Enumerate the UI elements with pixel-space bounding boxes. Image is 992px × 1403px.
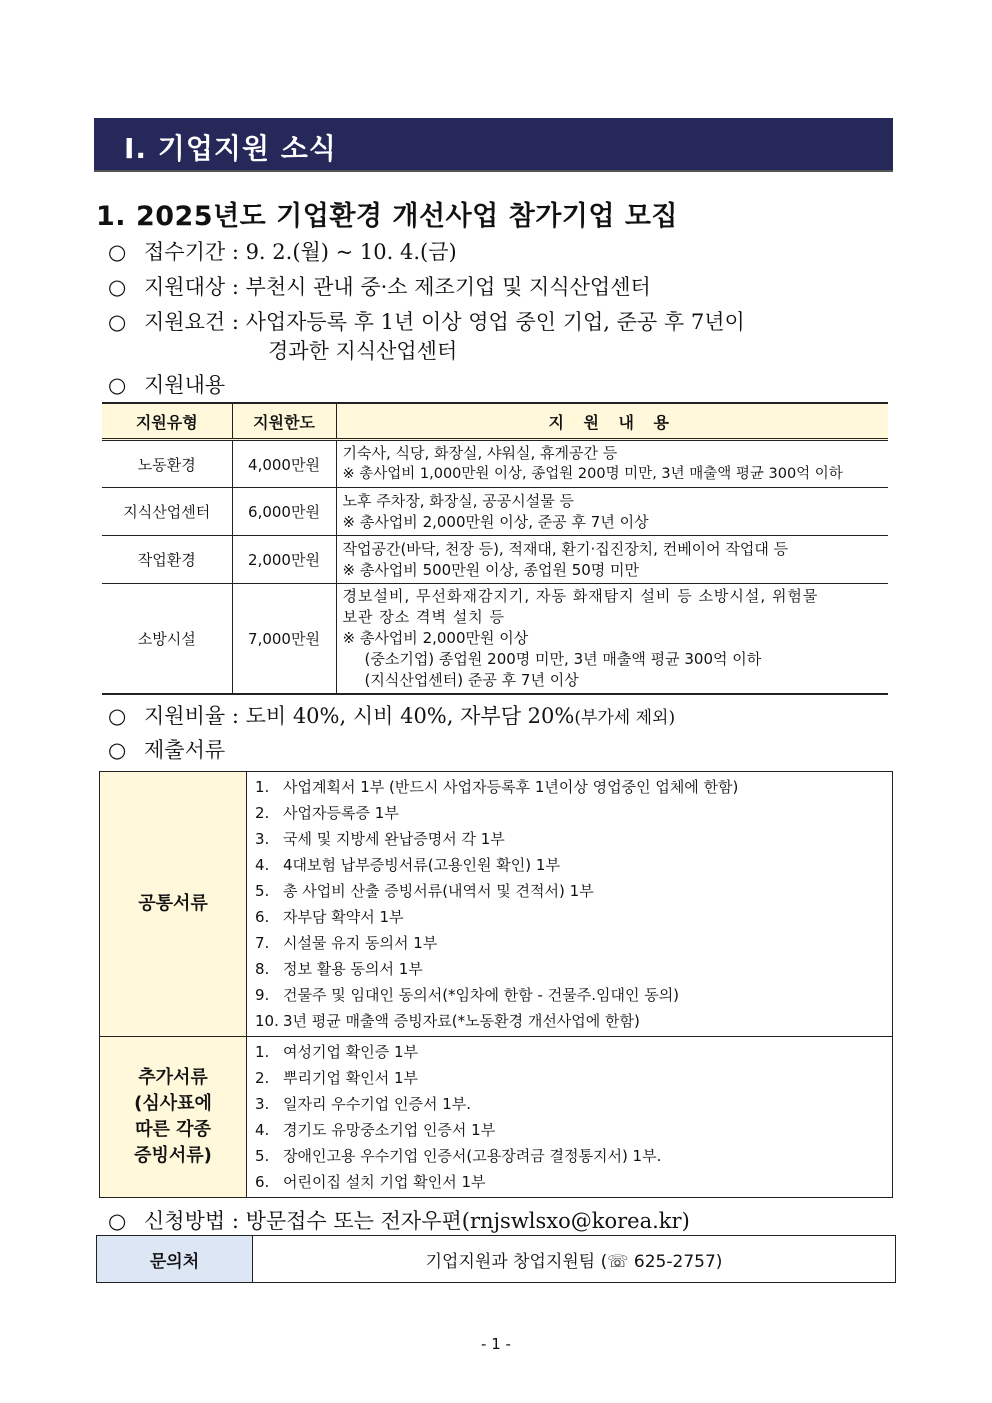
content-note: ※ 총사업비 1,000만원 이상, 종업원 200명 미만, 3년 매출액 평균 300억 이하 <box>342 466 843 482</box>
extra-docs-list <box>247 1037 893 1198</box>
list-item: 7. 시설물 유지 동의서 1부 <box>255 934 438 952</box>
requirement-continuation: 경과한 지식산업센터 <box>268 339 458 363</box>
content-subnote: (중소기업) 종업원 200명 미만, 3년 매출액 평균 300억 이하 <box>364 650 762 668</box>
content-line: 작업공간(바닥, 천장 등), 적재대, 환기·집진장치, 컨베이어 작업대 등 <box>342 539 789 558</box>
support-table <box>102 402 888 695</box>
list-item: 4. 경기도 유망중소기업 인증서 1부 <box>255 1121 496 1139</box>
row-content <box>336 488 888 536</box>
list-item: 2. 뿌리기업 확인서 1부 <box>255 1069 419 1087</box>
content-line: 보관 장소 격벽 설치 등 <box>342 608 505 626</box>
bullet-circle-icon: ○ <box>108 704 127 728</box>
row-content <box>336 536 888 584</box>
bullet-circle-icon: ○ <box>108 373 127 397</box>
common-docs-row <box>100 772 893 1037</box>
list-item: 2. 사업자등록증 1부 <box>255 804 399 822</box>
content-subnote: (지식산업센터) 준공 후 7년 이상 <box>364 671 579 689</box>
list-item: 5. 장애인고용 우수기업 인증서(고용장려금 결정통지서) 1부. <box>255 1147 662 1165</box>
documents-table <box>99 771 893 1198</box>
row-type: 소방시설 <box>102 584 232 695</box>
list-item: 10. 3년 평균 매출액 증빙자료(*노동환경 개선사업에 한함) <box>255 1012 640 1030</box>
content-note: ※ 총사업비 2,000만원 이상 <box>342 629 529 647</box>
list-item: 3. 일자리 우수기업 인증서 1부. <box>255 1095 472 1113</box>
list-item: 6. 자부담 확약서 1부 <box>255 908 404 926</box>
ratio-note: (부가세 제외) <box>574 708 676 728</box>
row-type: 노동환경 <box>102 440 232 488</box>
content-line: 노후 주차장, 화장실, 공공시설물 등 <box>342 491 574 510</box>
info-ratio <box>108 700 675 730</box>
bullet-circle-icon: ○ <box>108 275 127 299</box>
table-row <box>102 440 888 488</box>
header-type: 지원유형 <box>102 403 232 440</box>
info-apply <box>108 1205 690 1235</box>
bullet-circle-icon: ○ <box>108 1209 127 1233</box>
content-label: 지원내용 <box>144 373 226 397</box>
extra-docs-row <box>100 1037 893 1198</box>
info-content <box>108 369 225 399</box>
row-content <box>336 584 888 695</box>
content-note: ※ 총사업비 2,000만원 이상, 준공 후 7년 이상 <box>342 512 649 531</box>
list-item: 1. 사업계획서 1부 (반드시 사업자등록후 1년이상 영업중인 업체에 한함) <box>255 778 739 796</box>
bullet-circle-icon: ○ <box>108 738 127 762</box>
bullet-circle-icon: ○ <box>108 310 127 334</box>
section-banner <box>94 118 893 172</box>
docs-label: 제출서류 <box>144 738 226 762</box>
period-text: 접수기간 : 9. 2.(월) ~ 10. 4.(금) <box>144 240 457 264</box>
list-item: 5. 총 사업비 산출 증빙서류(내역서 및 견적서) 1부 <box>255 882 594 900</box>
requirement-text: 지원요건 : 사업자등록 후 1년 이상 영업 중인 기업, 준공 후 7년이 <box>144 310 745 334</box>
section-title: Ⅰ. 기업지원 소식 <box>124 132 337 165</box>
ratio-text: 지원비율 : 도비 40%, 시비 40%, 자부담 20% <box>144 704 575 728</box>
contact-value: 기업지원과 창업지원팀 (☏ 625-2757) <box>253 1236 896 1283</box>
contact-row <box>97 1236 896 1283</box>
list-item: 1. 여성기업 확인증 1부 <box>255 1043 419 1061</box>
contact-table <box>96 1235 896 1283</box>
apply-text: 신청방법 : 방문접수 또는 전자우편(rnjswlsxo@korea.kr) <box>144 1209 690 1233</box>
row-type: 지식산업센터 <box>102 488 232 536</box>
target-text: 지원대상 : 부천시 관내 중·소 제조기업 및 지식산업센터 <box>144 275 651 299</box>
list-item: 3. 국세 및 지방세 완납증명서 각 1부 <box>255 830 505 848</box>
page-number: - 1 - <box>481 1335 511 1353</box>
table-row <box>102 488 888 536</box>
page-title: 1. 2025년도 기업환경 개선사업 참가기업 모집 <box>96 201 679 232</box>
common-docs-list <box>247 772 893 1037</box>
row-limit: 4,000만원 <box>232 440 336 488</box>
list-item: 6. 어린이집 설치 기업 확인서 1부 <box>255 1173 486 1191</box>
list-item: 8. 정보 활용 동의서 1부 <box>255 960 423 978</box>
list-item: 9. 건물주 및 임대인 동의서(*임차에 한함 - 건물주.임대인 동의) <box>255 986 680 1004</box>
row-content <box>336 440 888 488</box>
row-limit: 6,000만원 <box>232 488 336 536</box>
extra-docs-label: 추가서류 (심사표에 따른 각종 증빙서류) <box>100 1037 247 1198</box>
content-line: 기숙사, 식당, 화장실, 샤워실, 휴게공간 등 <box>342 444 618 462</box>
content-line: 경보설비, 무선화재감지기, 자동 화재탐지 설비 등 소방시설, 위험물 <box>342 587 819 605</box>
contact-label: 문의처 <box>97 1236 253 1283</box>
header-limit: 지원한도 <box>232 403 336 440</box>
row-limit: 7,000만원 <box>232 584 336 695</box>
header-content: 지 원 내 용 <box>336 403 888 440</box>
table-row <box>102 584 888 695</box>
row-limit: 2,000만원 <box>232 536 336 584</box>
info-docs <box>108 734 225 764</box>
info-period <box>108 236 457 266</box>
common-docs-label: 공통서류 <box>100 772 247 1037</box>
info-target <box>108 271 651 301</box>
list-item: 4. 4대보험 납부증빙서류(고용인원 확인) 1부 <box>255 856 560 874</box>
content-note: ※ 총사업비 500만원 이상, 종업원 50명 미만 <box>342 560 640 579</box>
support-table-header <box>102 403 888 440</box>
bullet-circle-icon: ○ <box>108 240 127 264</box>
info-requirement <box>108 306 745 336</box>
table-row <box>102 536 888 584</box>
row-type: 작업환경 <box>102 536 232 584</box>
